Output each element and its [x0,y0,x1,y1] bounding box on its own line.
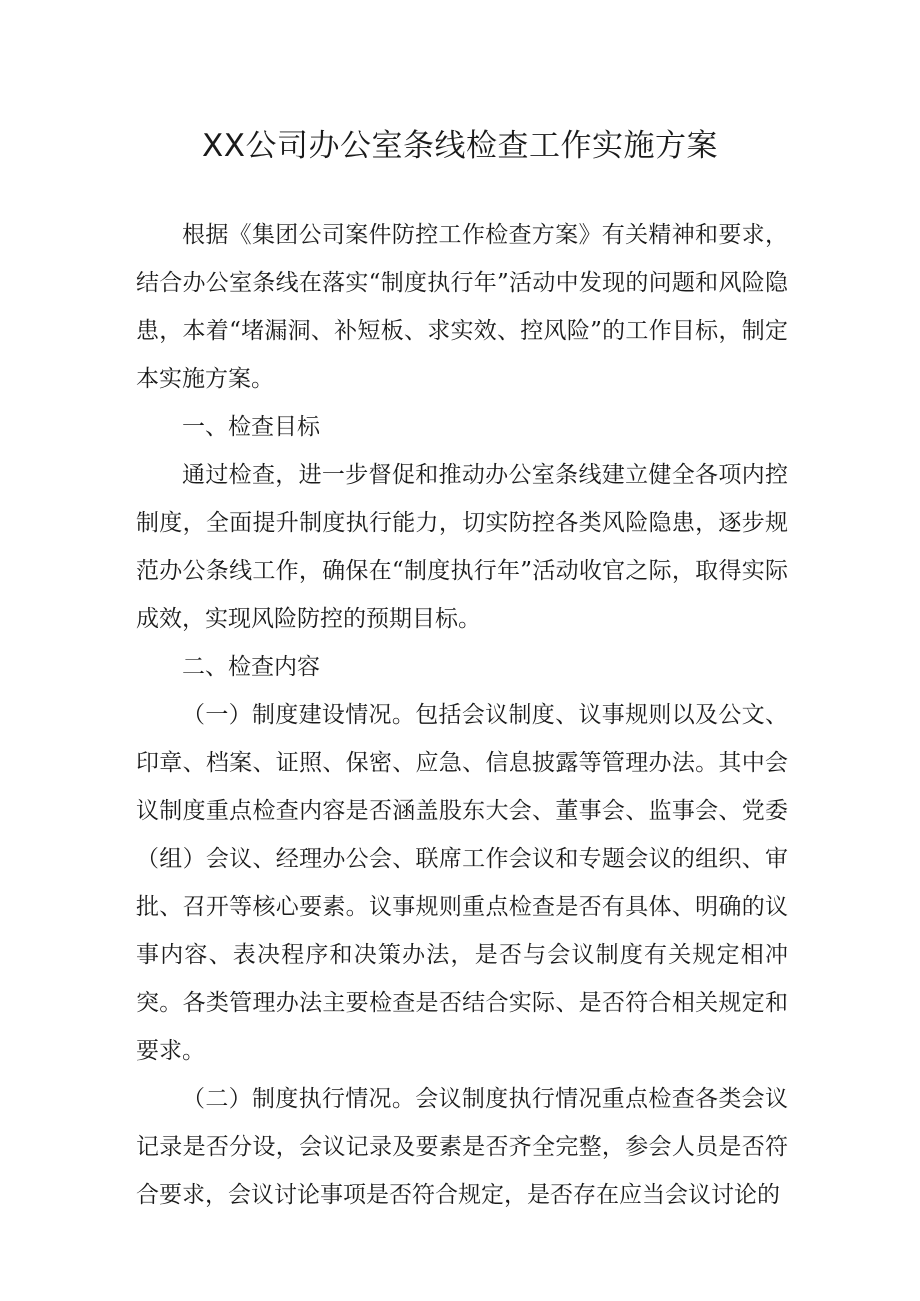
section-heading-objective: 一、检查目标 [182,414,320,440]
intro-paragraph: 根据《集团公司案件防控工作检查方案》有关精神和要求，结合办公室条线在落实“制度执行年”活动中发现的问题和风险隐患，本着“堵漏洞、补短板、求实效、控风险”的工作目标，制定本实施方案。 [136,222,788,392]
section-heading-content: 二、检查内容 [182,654,320,680]
document-body [136,211,788,1219]
content-paragraph-1: （一）制度建设情况。包括会议制度、议事规则以及公文、印章、档案、证照、保密、应急、信息披露等管理办法。其中会议制度重点检查内容是否涵盖股东大会、董事会、监事会、党委（组）会议、经理办公会、联席工作会议和专题会议的组织、审批、召开等核心要素。议事规则重点检查是否有具体、明确的议事内容、表决程序和决策办法，是否与会议制度有关规定相冲突。各类管理办法主要检查是否结合实际、是否符合相关规定和要求。 [136,702,788,1064]
document-title: XX公司办公室条线检查工作实施方案 [202,128,718,164]
content-paragraph-2: （二）制度执行情况。会议制度执行情况重点检查各类会议记录是否分设，会议记录及要素是否齐全完整，参会人员是否符合要求，会议讨论事项是否符合规定，是否存在应当会议讨论的 [136,1086,788,1208]
objective-paragraph: 通过检查，进一步督促和推动办公室条线建立健全各项内控制度，全面提升制度执行能力，切实防控各类风险隐患，逐步规范办公条线工作，确保在“制度执行年”活动收官之际，取得实际成效，实现风险防控的预期目标。 [136,462,788,632]
